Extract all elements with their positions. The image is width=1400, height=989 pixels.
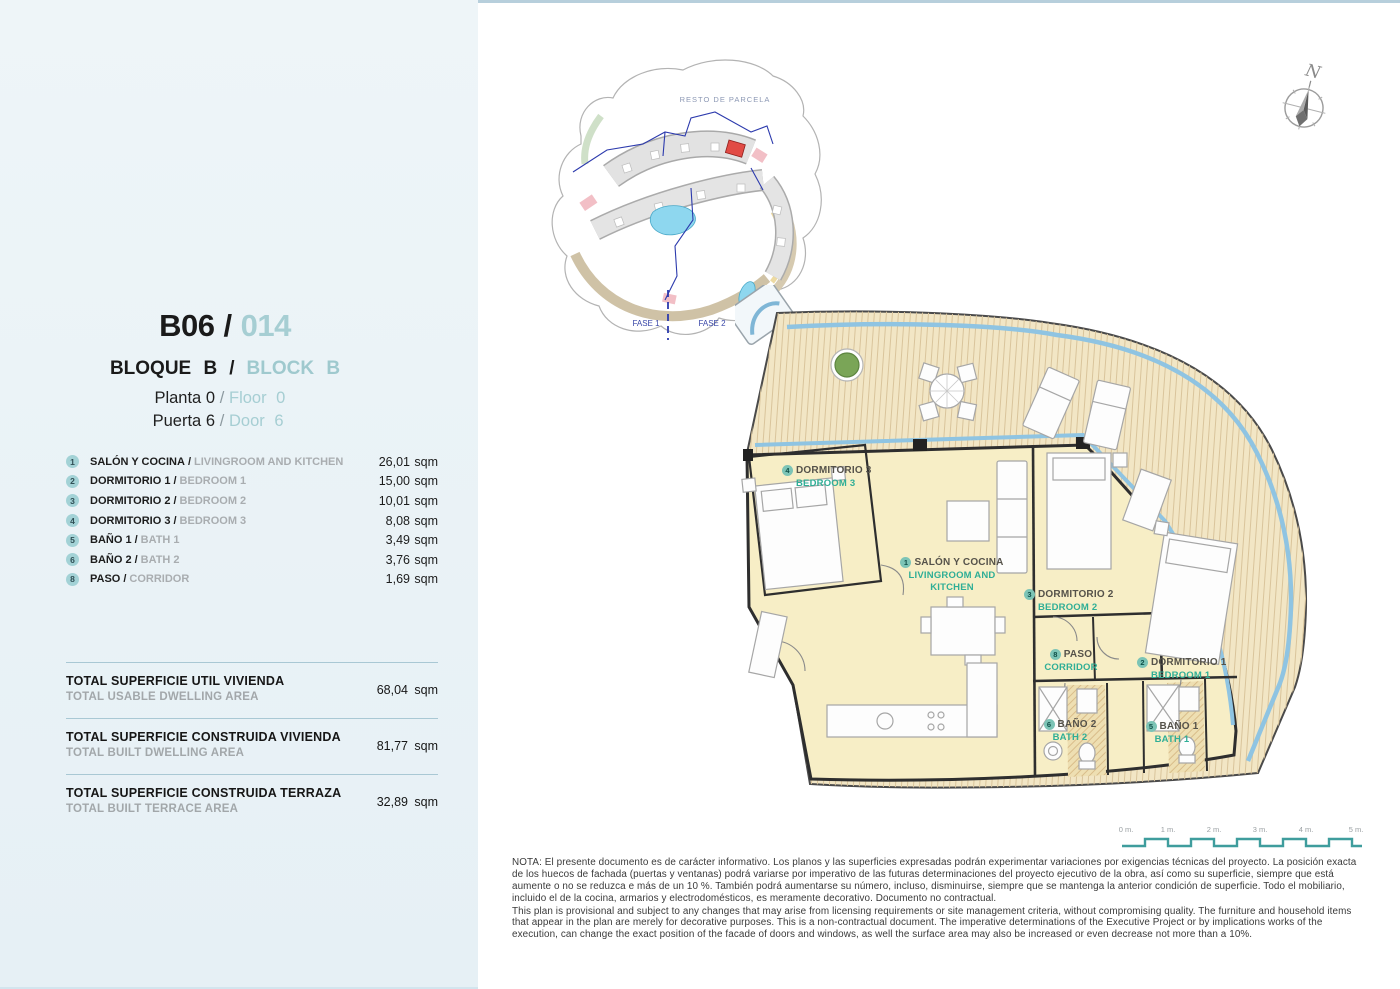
label-dormitorio2: 3 DORMITORIO 2 BEDROOM 2	[1024, 588, 1114, 614]
block-es: BLOQUE B	[109, 358, 218, 379]
floor-separator: /	[219, 389, 225, 407]
total-title-en: TOTAL USABLE DWELLING AREA	[66, 691, 259, 703]
phase2-label: FASE 2	[698, 319, 726, 328]
room-row	[66, 530, 438, 550]
door-separator: /	[219, 412, 225, 430]
legal-note-es: NOTA: El presente documento es de carácter informativo. Los planos y las superficies expresadas podrán experimentar variaciones por exigencias técnicas del proyecto. La posición exacta de los huecos de fachada (puertas y ventanas) podrá variarse por imperativo de las futuras determinaciones del proyecto ejecutivo de la obra, así como su superficie, siempre que está aumente o no se reduzca e más de un 10 %. También podrá aumentarse su número, incluso, disminuirse, siempre que se mantenga la anterior condición de superficie. Todo el mobiliario, incluido el de la cocina, armarios y electrodomésticos, es meramente decorativo. Documento no contractual.	[512, 857, 1357, 904]
door-line	[60, 412, 390, 431]
room-number-badge: 6	[66, 553, 79, 566]
block-line	[60, 358, 390, 380]
room-badge: 3	[1024, 589, 1035, 600]
coffee-table	[947, 501, 989, 541]
toilet-bath2	[1079, 743, 1095, 763]
block-en: BLOCK B	[246, 358, 341, 379]
svg-text:4 m.: 4 m.	[1298, 825, 1314, 834]
label-salon: 1 SALÓN Y COCINA LIVINGROOM AND KITCHEN	[893, 556, 1011, 595]
block-separator: /	[229, 358, 235, 379]
room-row	[66, 472, 438, 492]
room-badge: 1	[900, 557, 911, 568]
room-area-value: 1,69 sqm	[385, 572, 438, 587]
legal-note	[512, 857, 1370, 941]
total-value: 32,89 sqm	[376, 795, 438, 809]
unit-code: B06	[159, 308, 215, 343]
label-dormitorio3: 4 DORMITORIO 3 BEDROOM 3	[782, 464, 872, 490]
svg-text:0 m.: 0 m.	[1118, 825, 1134, 834]
total-value: 68,04 sqm	[376, 683, 438, 697]
room-name: DORMITORIO 3 / BEDROOM 3	[90, 514, 247, 527]
door-es: Puerta 6	[152, 412, 215, 430]
floor-es: Planta 0	[154, 389, 215, 407]
label-bano1: 5 BAÑO 1 BATH 1	[1134, 720, 1210, 746]
total-title-en: TOTAL BUILT TERRACE AREA	[66, 803, 239, 815]
room-name: DORMITORIO 1 / BEDROOM 1	[90, 475, 247, 488]
total-built-terrace-area	[66, 774, 438, 830]
room-row	[66, 491, 438, 511]
label-bano2: 6 BAÑO 2 BATH 2	[1030, 718, 1110, 744]
north-arrow	[1278, 60, 1330, 135]
room-badge: 4	[782, 465, 793, 476]
room-number-badge: 8	[66, 573, 79, 586]
room-number-badge: 5	[66, 534, 79, 547]
total-title-es: TOTAL SUPERFICIE UTIL VIVIENDA	[66, 674, 285, 688]
label-dormitorio1: 2 DORMITORIO 1 BEDROOM 1	[1137, 656, 1227, 682]
room-area-value: 26,01 sqm	[378, 454, 438, 469]
room-number-badge: 1	[66, 455, 79, 468]
unit-number: 014	[240, 308, 291, 343]
svg-text:2 m.: 2 m.	[1206, 825, 1222, 834]
entry-closet	[749, 611, 787, 677]
legal-note-en: This plan is provisional and subject to any changes that may arise from licensing requirements or site management criteria, without compromising quality. The furniture and household items that appear in the plan are merely for decorative purposes. This is a non-contractual document. The imperative determinations of the Executive Project or by implications works of the execution, can change the exact position of the facade of doors and windows, as well the surface area may also be increased or even decrease not more than a 10%.	[512, 905, 1352, 941]
sink-bath1	[1179, 687, 1199, 711]
unit-separator: /	[223, 308, 232, 343]
room-badge: 8	[1050, 649, 1061, 660]
room-area-value: 8,08 sqm	[385, 513, 438, 528]
scale-labels	[1119, 825, 1364, 834]
room-area-value: 15,00 sqm	[378, 474, 438, 489]
room-number-badge: 3	[66, 494, 79, 507]
dining-table	[931, 607, 995, 655]
kitchen-sink	[877, 713, 893, 729]
scale-steps	[1122, 839, 1362, 846]
svg-text:1 m.: 1 m.	[1160, 825, 1176, 834]
room-area-value: 3,76 sqm	[385, 552, 438, 567]
sink-bath2	[1077, 689, 1097, 713]
svg-text:3 m.: 3 m.	[1252, 825, 1268, 834]
phase1-label: FASE 1	[632, 319, 660, 328]
label-paso: 8 PASO CORRIDOR	[1044, 649, 1098, 673]
room-name: BAÑO 2 / BATH 2	[90, 553, 180, 566]
north-label: N	[1303, 60, 1323, 84]
totals-section	[66, 662, 438, 830]
compass-icon	[1278, 60, 1330, 140]
room-name: PASO / CORRIDOR	[90, 573, 190, 586]
floor-line	[60, 389, 390, 408]
room-area-value: 10,01 sqm	[378, 493, 438, 508]
room-area-list	[66, 452, 438, 589]
total-title-es: TOTAL SUPERFICIE CONSTRUIDA VIVIENDA	[66, 730, 341, 744]
scale-bar	[1116, 822, 1372, 856]
unit-title	[60, 308, 390, 344]
room-area-value: 3,49 sqm	[385, 533, 438, 548]
floor-en: Floor 0	[229, 389, 286, 407]
kitchen-counter-side	[967, 663, 997, 737]
total-value: 81,77 sqm	[376, 739, 438, 753]
room-row	[66, 452, 438, 472]
sidebar-panel	[0, 0, 478, 989]
room-row	[66, 570, 438, 590]
room-name: BAÑO 1 / BATH 1	[90, 534, 180, 547]
room-badge: 5	[1146, 721, 1157, 732]
room-row	[66, 550, 438, 570]
room-number-badge: 4	[66, 514, 79, 527]
total-usable-area	[66, 662, 438, 718]
total-title-en: TOTAL BUILT DWELLING AREA	[66, 747, 245, 759]
room-row	[66, 511, 438, 531]
room-badge: 2	[1137, 657, 1148, 668]
room-name: DORMITORIO 2 / BEDROOM 2	[90, 494, 247, 507]
room-name: SALÓN Y COCINA / LIVINGROOM AND KITCHEN	[90, 455, 344, 468]
door-en: Door 6	[229, 412, 284, 430]
plant-icon	[835, 353, 859, 377]
total-title-es: TOTAL SUPERFICIE CONSTRUIDA TERRAZA	[66, 786, 342, 800]
svg-text:5 m.: 5 m.	[1348, 825, 1364, 834]
room-badge: 6	[1044, 719, 1055, 730]
room-number-badge: 2	[66, 475, 79, 488]
parcel-label: RESTO DE PARCELA	[679, 95, 771, 104]
total-built-dwelling-area	[66, 718, 438, 774]
